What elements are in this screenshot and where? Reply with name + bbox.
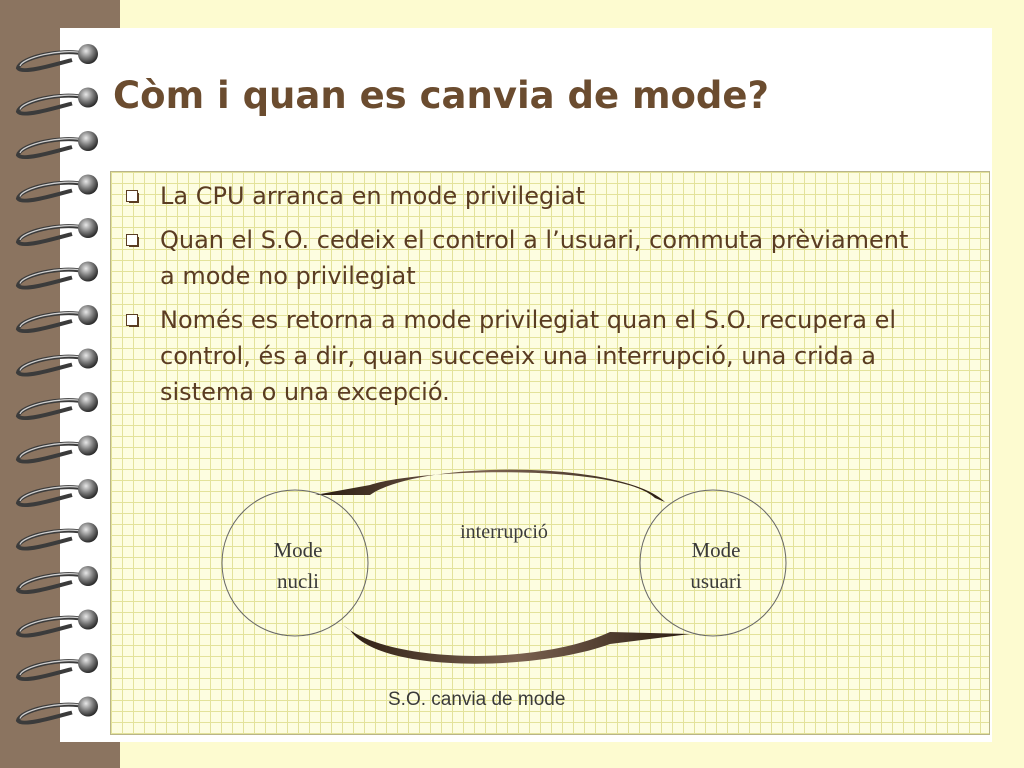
user-mode-label-line2: usuari [690, 569, 742, 593]
spiral-ring-hole [78, 131, 98, 151]
bullet-list [122, 178, 922, 418]
bottom-arc-arrow [343, 625, 690, 664]
kernel-mode-label-line1: Mode [273, 538, 323, 562]
bullet-text: Només es retorna a mode privilegiat quan el S.O. recupera el control, és a dir, quan succeeix una interrupció, una crida a sistema o una excepció. [160, 306, 896, 406]
spiral-ring-hole [78, 697, 98, 717]
spiral-ring-hole [78, 479, 98, 499]
spiral-ring-hole [78, 653, 98, 673]
spiral-binding [0, 0, 110, 768]
bullet-item [122, 222, 922, 294]
spiral-ring-wire [18, 444, 86, 462]
checkbox-bullet-icon [126, 234, 138, 246]
spiral-ring-wire [18, 574, 86, 592]
slide-title: Còm i quan es canvia de mode? [113, 74, 769, 117]
spiral-ring-hole [78, 44, 98, 64]
spiral-ring-wire [18, 96, 86, 114]
kernel-mode-label-line2: nucli [277, 569, 319, 593]
spiral-ring-wire [18, 226, 86, 244]
user-mode-label-line1: Mode [691, 538, 741, 562]
interrupt-label: interrupció [460, 521, 548, 543]
checkbox-bullet-icon [126, 190, 138, 202]
kernel-mode-node [222, 490, 368, 636]
top-arc-arrow [315, 470, 665, 502]
spiral-ring-wire [18, 487, 86, 505]
bullet-text: Quan el S.O. cedeix el control a l’usuari, commuta prèviament a mode no privilegiat [160, 226, 909, 290]
bullet-item [122, 302, 922, 410]
spiral-ring-hole [78, 305, 98, 325]
spiral-ring-wire [18, 400, 86, 418]
spiral-ring-hole [78, 566, 98, 586]
spiral-ring-hole [78, 436, 98, 456]
bullet-item [122, 178, 922, 214]
spiral-ring-wire [18, 531, 86, 549]
spiral-ring-hole [78, 392, 98, 412]
spiral-ring-wire [18, 705, 86, 723]
spiral-ring-hole [78, 610, 98, 630]
mode-switch-diagram [200, 460, 820, 680]
spiral-ring-wire [18, 618, 86, 636]
spiral-ring-wire [18, 52, 86, 70]
spiral-ring-wire [18, 270, 86, 288]
spiral-ring-wire [18, 357, 86, 375]
spiral-ring-wire [18, 139, 86, 157]
mode-change-label: S.O. canvia de mode [388, 689, 566, 710]
spiral-ring-hole [78, 88, 98, 108]
spiral-ring-hole [78, 349, 98, 369]
bullet-text: La CPU arranca en mode privilegiat [160, 182, 585, 210]
spiral-ring-hole [78, 523, 98, 543]
spiral-ring-hole [78, 218, 98, 238]
spiral-ring-hole [78, 175, 98, 195]
spiral-ring-wire [18, 183, 86, 201]
spiral-ring-wire [18, 661, 86, 679]
spiral-ring-hole [78, 262, 98, 282]
spiral-ring-wire [18, 313, 86, 331]
user-mode-node [640, 490, 786, 636]
checkbox-bullet-icon [126, 314, 138, 326]
